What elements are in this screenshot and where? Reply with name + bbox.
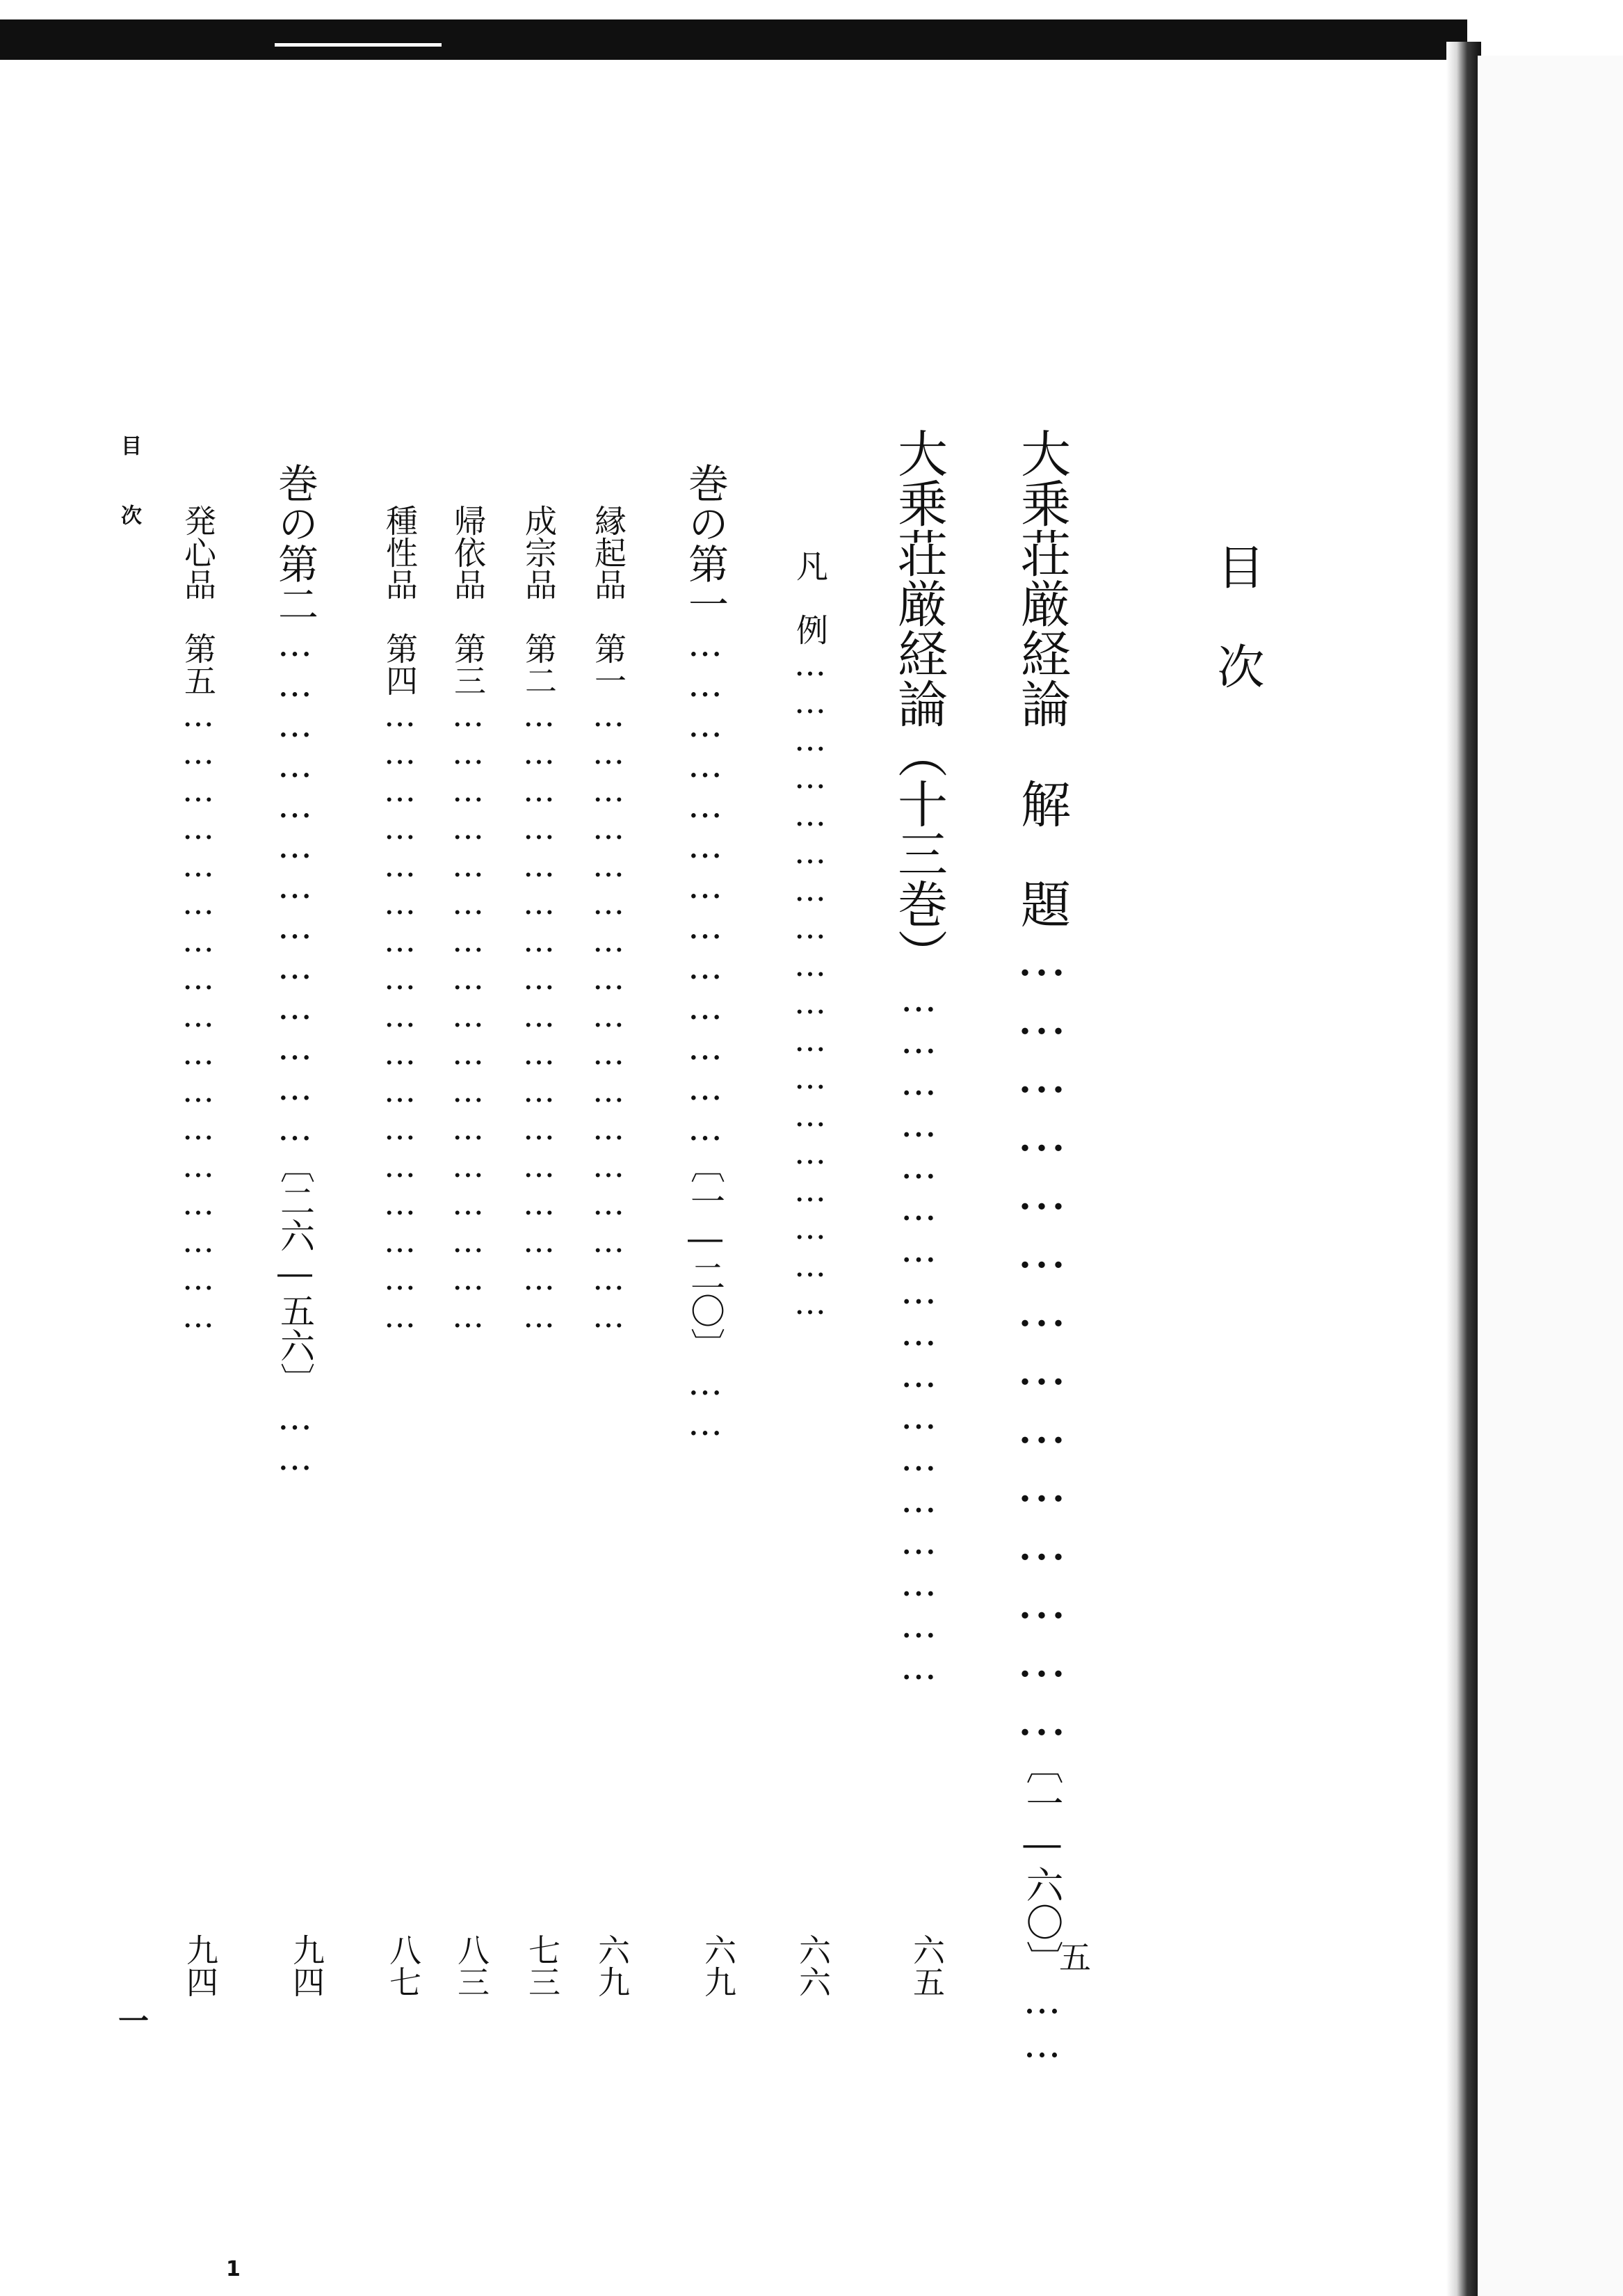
leader-dots: ………………………………… (275, 624, 315, 1148)
toc-page-ch2: 七三 (524, 1934, 561, 1998)
book-spine-shadow (1446, 42, 1481, 2296)
toc-page-ch4: 八七 (385, 1934, 422, 1998)
toc-page-ch3: 八三 (453, 1934, 490, 1998)
leader-dots: …………………………………… (1012, 929, 1071, 1747)
leader-dots: ………………………………… (685, 624, 725, 1148)
toc-entry-range: 〔一―六〇〕 (1020, 1747, 1064, 1978)
toc-entry-title: 種性品 第四 (381, 504, 419, 696)
toc-entry-title: 巻の第一 (681, 463, 729, 624)
toc-entry-kan1[interactable] (681, 463, 729, 1443)
toc-entry-title: 大乗荘厳経論 解 題 (1012, 428, 1071, 929)
scan-page-number: 1 (226, 2257, 241, 2281)
toc-entry-main[interactable] (889, 428, 948, 1688)
leader-dots: …………………………………………… (179, 696, 217, 1335)
toc-entry-range: 〔二六―五六〕 (275, 1148, 315, 1397)
toc-entry-ch1[interactable] (590, 504, 627, 1335)
toc-entry-title: 大乗荘厳経論（十三巻） (889, 428, 948, 979)
toc-entry-title: 発心品 第五 (179, 504, 217, 696)
leader-dots: …… (685, 1363, 725, 1443)
toc-page-ch5: 九四 (181, 1934, 219, 1998)
toc-page-hanrei: 六六 (794, 1934, 832, 1998)
toc-page-kaidai: 五 (1054, 1941, 1092, 1973)
toc-entry-ch2[interactable] (520, 504, 558, 1335)
leader-dots: …… (1020, 1978, 1064, 2066)
toc-entry-hanrei[interactable] (791, 549, 829, 1322)
page-title: 目次 (1209, 543, 1264, 741)
leader-dots: …………………………………………… (898, 979, 939, 1688)
leader-dots: …………………………………………… (590, 696, 627, 1335)
toc-page-kan1: 六九 (700, 1934, 737, 1998)
toc-entry-title: 巻の第二 (271, 463, 318, 624)
toc-page-main: 六五 (908, 1934, 946, 1998)
toc-entry-ch3[interactable] (449, 504, 487, 1335)
toc-entry-ch5[interactable] (179, 504, 217, 1335)
page-folio: 一 (118, 2004, 149, 2039)
toc-entry-title: 成宗品 第二 (520, 504, 558, 696)
scan-top-border (0, 19, 1467, 60)
toc-entry-kaidai[interactable] (1012, 428, 1071, 2066)
toc-entry-kan2[interactable] (271, 463, 318, 1478)
leader-dots: …………………………………………… (449, 696, 487, 1335)
toc-entry-ch4[interactable] (381, 504, 419, 1335)
toc-page-kan2: 九四 (288, 1934, 325, 1998)
toc-entry-range: 〔一―二〇〕 (685, 1148, 725, 1363)
leader-dots: …………………………………………… (381, 696, 419, 1335)
toc-entry-title: 帰依品 第三 (449, 504, 487, 696)
running-head: 目次 (117, 435, 141, 574)
leader-dots: …………………………………………… (520, 696, 558, 1335)
scan-border-mark (275, 43, 442, 47)
toc-entry-title: 縁起品 第一 (590, 504, 627, 696)
leader-dots: …… (275, 1397, 315, 1478)
toc-page-ch1: 六九 (593, 1934, 631, 1998)
leader-dots: ……………………………………………… (791, 645, 829, 1322)
page-edge (1478, 56, 1623, 2296)
toc-entry-title: 凡 例 (791, 549, 829, 645)
